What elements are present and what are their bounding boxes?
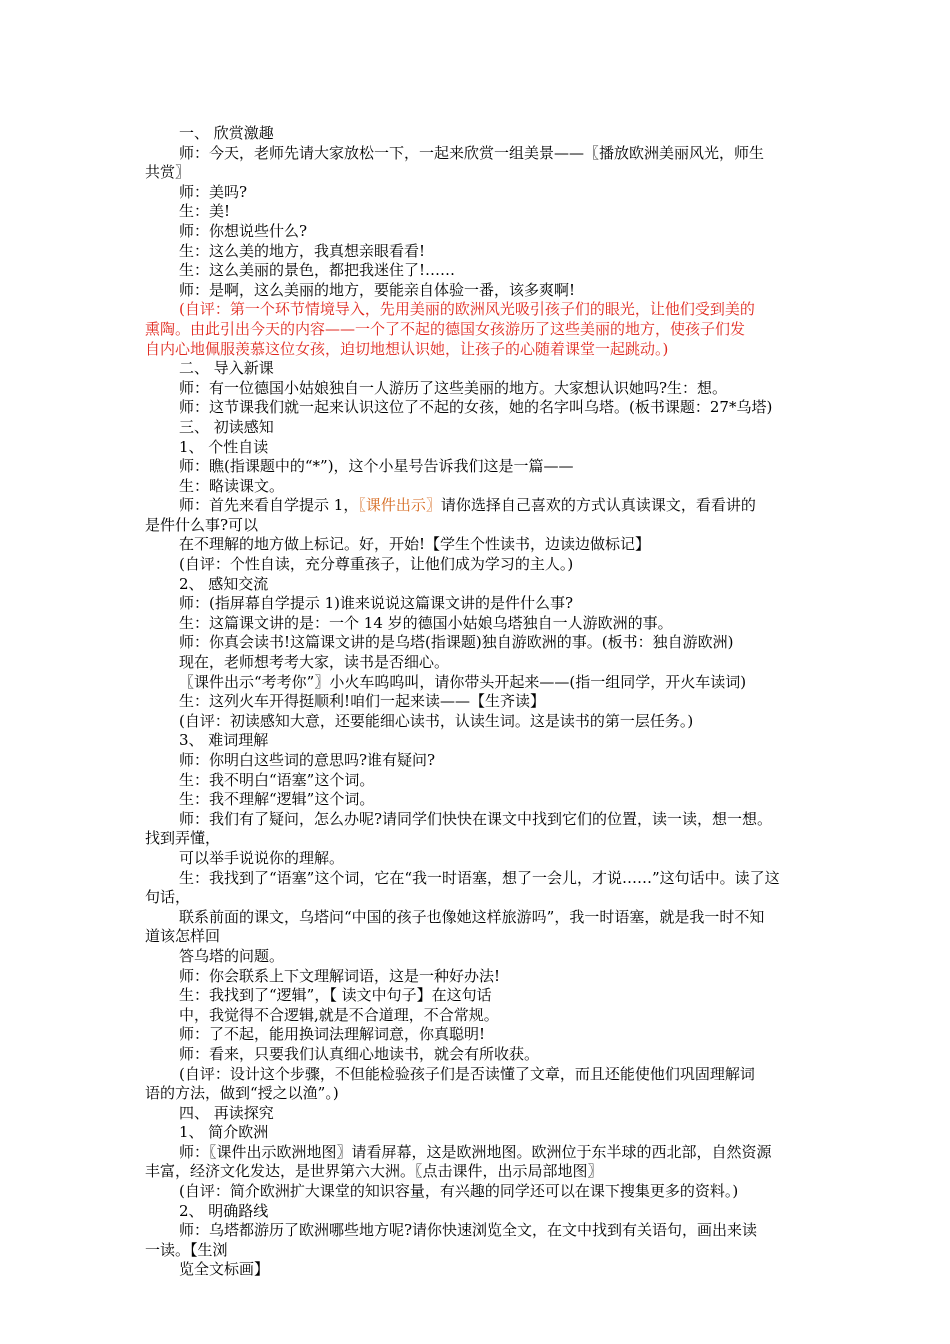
text-line (145, 1182, 810, 1202)
text-line (145, 242, 810, 262)
text-line (145, 967, 810, 987)
text-line (145, 1006, 810, 1026)
text-line (145, 986, 810, 1006)
text-line (145, 1241, 810, 1261)
text-segment: 〖课件出示“考考你”〗小火车呜呜叫，请你带头开起来——(指一组同学，开火车读词) (179, 672, 747, 691)
text-segment: 生：这么美丽的景色，都把我迷住了!…… (179, 261, 456, 280)
text-line (145, 418, 810, 438)
text-line (145, 673, 810, 693)
text-line (145, 340, 810, 360)
text-segment: 生：我不明白“语塞”这个词。 (179, 770, 375, 789)
text-segment: 生：我不理解“逻辑”这个词。 (179, 790, 375, 809)
text-segment: 生：略读课文。 (179, 476, 285, 495)
text-line (145, 594, 810, 614)
text-segment: (自评：简介欧洲扩大课堂的知识容量，有兴趣的同学还可以在课下搜集更多的资料。) (179, 1182, 739, 1201)
text-line (145, 359, 810, 379)
text-line (145, 908, 810, 928)
text-line (145, 575, 810, 595)
text-line (145, 731, 810, 751)
text-segment: 2、 感知交流 (179, 574, 269, 593)
text-segment: 2、 明确路线 (179, 1201, 269, 1220)
text-line (145, 633, 810, 653)
text-line (145, 927, 810, 947)
text-segment: (自评：设计这个步骤，不但能检验孩子们是否读懂了文章，而且还能使他们巩固理解词 (179, 1064, 755, 1083)
text-line (145, 124, 810, 144)
document-page (145, 124, 810, 1280)
text-line (145, 1162, 810, 1182)
text-line (145, 379, 810, 399)
text-segment: 师：瞧(指课题中的“*”)，这个小星号告诉我们这是一篇—— (179, 457, 574, 476)
text-line (145, 477, 810, 497)
text-segment: 师：你想说些什么? (179, 221, 308, 240)
text-line (145, 320, 810, 340)
text-segment: 道该怎样回 (145, 927, 221, 946)
text-line (145, 457, 810, 477)
text-segment: (自评：第一个环节情境导入，先用美丽的欧洲风光吸引孩子们的眼光，让他们受到美的 (179, 300, 755, 319)
text-segment: 师：了不起，能用换词法理解词意，你真聪明! (179, 1025, 486, 1044)
text-line (145, 398, 810, 418)
text-segment: 师：你明白这些词的意思吗?谁有疑问? (179, 751, 436, 769)
text-segment: 三、 初读感知 (179, 417, 274, 436)
text-segment: 师：美吗? (179, 182, 248, 201)
text-line (145, 535, 810, 555)
text-segment: 师：你会联系上下文理解词语，这是一种好办法! (179, 966, 501, 985)
text-segment: 师：你真会读书!这篇课文讲的是乌塔(指课题)独自游欧洲的事。(板书：独自游欧洲) (179, 633, 734, 652)
text-segment: 师：我们有了疑问，怎么办呢?请同学们快快在课文中找到它们的位置，读一读，想一想。 (179, 809, 773, 828)
text-segment: 师：(指屏幕自学提示 1)谁来说说这篇课文讲的是件什么事? (179, 594, 574, 613)
text-segment: 生：美! (179, 202, 231, 221)
text-segment: 生：这列火车开得挺顺利!咱们一起来读——【生齐读】 (179, 692, 546, 711)
text-line (145, 1065, 810, 1085)
text-segment: 二、 导入新课 (179, 359, 274, 378)
text-line (145, 163, 810, 183)
text-line (145, 790, 810, 810)
text-segment: 师：这节课我们就一起来认识这位了不起的女孩，她的名字叫乌塔。(板书课题：27*乌塔) (179, 398, 773, 417)
text-line (145, 300, 810, 320)
text-segment: 找到弄懂， (145, 829, 221, 848)
text-line (145, 555, 810, 575)
text-segment: 览全文标画】 (179, 1260, 270, 1279)
text-segment: 语的方法，做到“授之以渔”。) (145, 1084, 339, 1103)
text-line (145, 1025, 810, 1045)
text-segment: 3、 难词理解 (179, 731, 269, 750)
text-line (145, 888, 810, 908)
text-segment: 1、 简介欧洲 (179, 1123, 269, 1142)
text-line (145, 849, 810, 869)
text-segment: (自评：个性自读，充分尊重孩子，让他们成为学习的主人。) (179, 555, 574, 574)
text-segment: 自内心地佩服羡慕这位女孩，迫切地想认识她，让孩子的心随着课堂一起跳动。) (145, 339, 669, 358)
text-segment: 请你选择自己喜欢的方式认真读课文，看看讲的 (440, 496, 756, 515)
text-line (145, 1104, 810, 1124)
text-segment: 现在，老师想考考大家，读书是否细心。 (179, 653, 450, 672)
text-line (145, 261, 810, 281)
text-line (145, 614, 810, 634)
text-line (145, 281, 810, 301)
text-segment: 是件什么事?可以 (145, 515, 259, 534)
text-segment: 联系前面的课文，乌塔问“中国的孩子也像她这样旅游吗”，我一时语塞，就是我一时不知 (179, 907, 765, 926)
text-segment: 可以举手说说你的理解。 (179, 848, 345, 867)
text-line (145, 692, 810, 712)
text-segment: 答乌塔的问题。 (179, 946, 285, 965)
text-segment: 生：这么美的地方，我真想亲眼看看! (179, 241, 426, 260)
text-line (145, 751, 810, 771)
text-segment: 句话， (145, 888, 191, 907)
text-line (145, 1084, 810, 1104)
text-segment: 一、 欣赏激趣 (179, 124, 274, 142)
text-line (145, 1221, 810, 1241)
text-line (145, 947, 810, 967)
text-segment: 〖课件出示〗 (358, 496, 441, 515)
text-segment: 师：是啊，这么美丽的地方，要能亲自体验一番，该多爽啊! (179, 280, 576, 299)
text-line (145, 1143, 810, 1163)
text-line (145, 1045, 810, 1065)
text-segment: 在不理解的地方做上标记。好，开始!【学生个性读书，边读边做标记】 (179, 535, 651, 554)
text-segment: 生：这篇课文讲的是：一个 14 岁的德国小姑娘乌塔独自一人游欧洲的事。 (179, 613, 673, 632)
text-segment: 熏陶。由此引出今天的内容——一个了不起的德国女孩游历了这些美丽的地方，使孩子们发 (145, 319, 746, 338)
text-segment: 1、 个性自读 (179, 437, 269, 456)
text-segment: 师：〖课件出示欧洲地图〗请看屏幕，这是欧洲地图。欧洲位于东半球的西北部，自然资源 (179, 1142, 772, 1161)
text-line (145, 222, 810, 242)
text-line (145, 1123, 810, 1143)
text-segment: 一读。【生浏 (145, 1240, 228, 1259)
text-segment: 师：首先来看自学提示 1， (179, 496, 359, 515)
text-segment: 师：有一位德国小姑娘独自一人游历了这些美丽的地方。大家想认识她吗?生：想。 (179, 378, 728, 397)
text-segment: 四、 再读探究 (179, 1103, 274, 1122)
text-line (145, 183, 810, 203)
text-segment: (自评：初读感知大意，还要能细心读书，认读生词。这是读书的第一层任务。) (179, 711, 694, 730)
text-line (145, 438, 810, 458)
text-line (145, 516, 810, 536)
text-line (145, 202, 810, 222)
text-segment: 生：我找到了“逻辑”，【 读文中句子】在这句话 (179, 986, 492, 1005)
text-line (145, 810, 810, 830)
text-line (145, 144, 810, 164)
text-segment: 师：乌塔都游历了欧洲哪些地方呢?请你快速浏览全文，在文中找到有关语句，画出来读 (179, 1221, 758, 1240)
text-line (145, 771, 810, 791)
text-segment: 师：今天，老师先请大家放松一下，一起来欣赏一组美景——〖播放欧洲美丽风光，师生 (179, 143, 765, 162)
text-line (145, 1202, 810, 1222)
text-line (145, 496, 810, 516)
text-segment: 共赏〗 (145, 163, 191, 182)
text-segment: 中，我觉得不合逻辑,就是不合道理，不合常规。 (179, 1005, 499, 1024)
text-line (145, 829, 810, 849)
text-line (145, 653, 810, 673)
text-segment: 师：看来，只要我们认真细心地读书，就会有所收获。 (179, 1044, 540, 1063)
text-line (145, 869, 810, 889)
text-segment: 丰富，经济文化发达，是世界第六大洲。〖点击课件，出示局部地图〗 (145, 1162, 603, 1181)
text-line (145, 712, 810, 732)
text-segment: 生：我找到了“语塞”这个词，它在“我一时语塞，想了一会儿，才说……”这句话中。读了这 (179, 868, 780, 887)
text-line (145, 1260, 810, 1280)
